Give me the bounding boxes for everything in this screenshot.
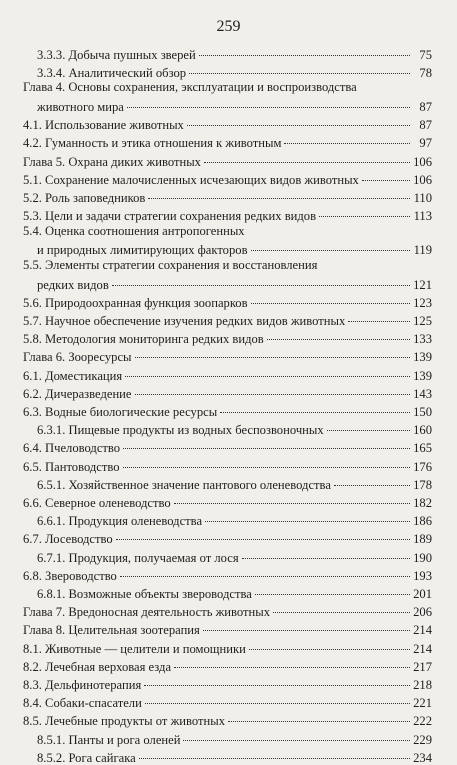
toc-entry-page: 218 — [413, 677, 432, 692]
dot-leader — [174, 656, 410, 671]
dot-leader — [251, 240, 410, 255]
dot-leader — [199, 44, 410, 59]
toc-entry-title-line: 8.2. Лечебная верховая езда — [23, 659, 172, 674]
toc-entry-page: 189 — [413, 532, 432, 547]
toc-entry-title-line: 8.5. Лечебные продукты от животных — [23, 714, 225, 729]
dot-leader — [203, 620, 410, 635]
toc-entry-title-line: 4.2. Гуманность и этика отношения к животным — [23, 136, 282, 151]
dot-leader — [187, 115, 410, 130]
toc-entry-title-line: 8.4. Собаки-спасатели — [23, 696, 142, 711]
dot-leader — [255, 583, 410, 598]
toc-entry-title-line: 6.3. Водные биологические ресурсы — [23, 404, 218, 419]
toc-entry-title-line: 6.4. Пчеловодство — [23, 441, 121, 456]
dot-leader — [319, 206, 410, 221]
toc-entry-title-line: Глава 4. Основы сохранения, эксплуатации и воспроизводства — [23, 80, 357, 95]
dot-leader — [145, 693, 410, 708]
dot-leader — [174, 492, 410, 507]
toc-entry-page: 110 — [413, 190, 432, 205]
dot-leader — [220, 401, 410, 416]
toc-entry-page: 234 — [413, 750, 432, 765]
toc-entry-title-line: 6.8. Звероводство — [23, 568, 117, 583]
toc-entry-page: 201 — [413, 586, 432, 601]
toc-entry-title-line: 6.6.1. Продукция оленеводства — [37, 514, 203, 529]
toc-entry-title-line: 5.8. Методология мониторинга редких видов — [23, 332, 264, 347]
dot-leader — [123, 438, 410, 453]
dot-leader — [284, 133, 410, 148]
toc-entry-title-line: 6.5.1. Хозяйственное значение пантового оленеводства — [37, 477, 331, 492]
toc-entry-title-line: 8.5.1. Панты и рога оленей — [37, 732, 181, 747]
toc-entry-title-line: Глава 5. Охрана диких животных — [23, 154, 201, 169]
dot-leader — [362, 169, 410, 184]
toc-entry-page: 190 — [413, 550, 432, 565]
toc-entry-title-line: Глава 7. Вредоносная деятельность животных — [23, 605, 271, 620]
toc-entry-title-line: 5.7. Научное обеспечение изучения редких видов животных — [23, 313, 346, 328]
toc-entry-page: 106 — [413, 154, 432, 169]
toc-entry-page: 87 — [419, 118, 432, 133]
toc-entry-title-line: 6.7. Лосеводство — [23, 532, 113, 547]
toc-entry-title-line: 5.4. Оценка соотношения антропогенных — [23, 223, 245, 238]
toc-entry-title-line: 5.3. Цели и задачи стратегии сохранения редких видов — [23, 209, 317, 224]
toc-entry-title-line: и природных лимитирующих факторов — [37, 243, 248, 258]
dot-leader — [249, 638, 410, 653]
toc-entry-title-line: 6.2. Дичеразведение — [23, 386, 132, 401]
toc-entry-page: 214 — [413, 641, 432, 656]
toc-entry-page: 222 — [413, 714, 432, 729]
toc-entry-title-line: 6.3.1. Пищевые продукты из водных беспозвоночных — [37, 423, 324, 438]
dot-leader — [112, 274, 410, 289]
toc-entry-page: 87 — [419, 99, 432, 114]
toc-entry-page: 206 — [413, 605, 432, 620]
toc-entry-page: 97 — [419, 136, 432, 151]
toc-entry-page: 193 — [413, 568, 432, 583]
dot-leader — [135, 383, 410, 398]
toc-entry-page: 217 — [413, 659, 432, 674]
dot-leader — [242, 547, 410, 562]
dot-leader — [116, 529, 410, 544]
toc-entry-page: 139 — [413, 368, 432, 383]
dot-leader — [123, 456, 410, 471]
toc-entry-page: 119 — [413, 243, 432, 258]
dot-leader — [251, 292, 410, 307]
toc-entry-title-line: 6.5. Пантоводство — [23, 459, 120, 474]
dot-leader — [139, 747, 410, 762]
toc-entry-page: 133 — [413, 332, 432, 347]
dot-leader — [327, 420, 410, 435]
toc-entry-title-line: 6.7.1. Продукция, получаемая от лося — [37, 550, 239, 565]
toc-entry-page: 221 — [413, 696, 432, 711]
toc-entry-title-line: 8.1. Животные — целители и помощники — [23, 641, 246, 656]
dot-leader — [127, 96, 410, 111]
toc-entry-page: 78 — [419, 65, 432, 80]
toc-entry-page: 182 — [413, 495, 432, 510]
toc-entry-title-line: Глава 8. Целительная зоотерапия — [23, 623, 200, 638]
toc-entry-title-line: 8.5.2. Рога сайгака — [37, 750, 136, 765]
toc-entry-title-line: 5.2. Роль заповедников — [23, 190, 146, 205]
toc-entry-title-line: 5.1. Сохранение малочисленных исчезающих видов животных — [23, 172, 359, 187]
toc-entry-page: 75 — [419, 47, 432, 62]
dot-leader — [267, 329, 410, 344]
toc-entry-title-line: 4.1. Использование животных — [23, 118, 184, 133]
toc-entry-title-line: животного мира — [37, 99, 124, 114]
dot-leader — [205, 511, 410, 526]
toc-entry-title-line: 3.3.3. Добыча пушных зверей — [37, 47, 196, 62]
dot-leader — [189, 62, 410, 77]
toc-entry-title-line: редких видов — [37, 277, 109, 292]
toc-entry-title-line: 6.1. Доместикация — [23, 368, 123, 383]
toc-entry-page: 229 — [413, 732, 432, 747]
toc-entry-page: 186 — [413, 514, 432, 529]
toc-entry-title-line: 6.8.1. Возможные объекты звероводства — [37, 586, 252, 601]
toc-entry-page: 176 — [413, 459, 432, 474]
toc-entry-page: 165 — [413, 441, 432, 456]
dot-leader — [348, 310, 410, 325]
dot-leader — [148, 187, 410, 202]
toc-entry-page: 143 — [413, 386, 432, 401]
toc-entry-page: 160 — [413, 423, 432, 438]
toc-entry-page: 106 — [413, 172, 432, 187]
dot-leader — [144, 674, 410, 689]
dot-leader — [183, 729, 410, 744]
toc-entry-page: 214 — [413, 623, 432, 638]
dot-leader — [125, 365, 410, 380]
dot-leader — [334, 474, 410, 489]
toc-entry-page: 178 — [413, 477, 432, 492]
toc-entry-page: 113 — [413, 209, 432, 224]
toc-entry-page: 123 — [413, 295, 432, 310]
toc-entry-page: 139 — [413, 350, 432, 365]
dot-leader — [204, 151, 410, 166]
dot-leader — [135, 347, 411, 362]
dot-leader — [228, 711, 410, 726]
dot-leader — [120, 565, 410, 580]
toc-entry-title-line: Глава 6. Зооресурсы — [23, 350, 132, 365]
toc-entry-title-line: 8.3. Дельфинотерапия — [23, 677, 142, 692]
toc-entry-title-line: 6.6. Северное оленеводство — [23, 495, 171, 510]
dot-leader — [273, 602, 410, 617]
page-number: 259 — [216, 18, 241, 35]
toc-entry-page: 150 — [413, 404, 432, 419]
toc-entry-title-line: 3.3.4. Аналитический обзор — [37, 65, 187, 80]
toc-entry-page: 121 — [413, 277, 432, 292]
toc-entry-page: 125 — [413, 313, 432, 328]
toc-entry-title-line: 5.5. Элементы стратегии сохранения и восстановления — [23, 258, 318, 272]
toc-entry-title-line: 5.6. Природоохранная функция зоопарков — [23, 295, 248, 310]
